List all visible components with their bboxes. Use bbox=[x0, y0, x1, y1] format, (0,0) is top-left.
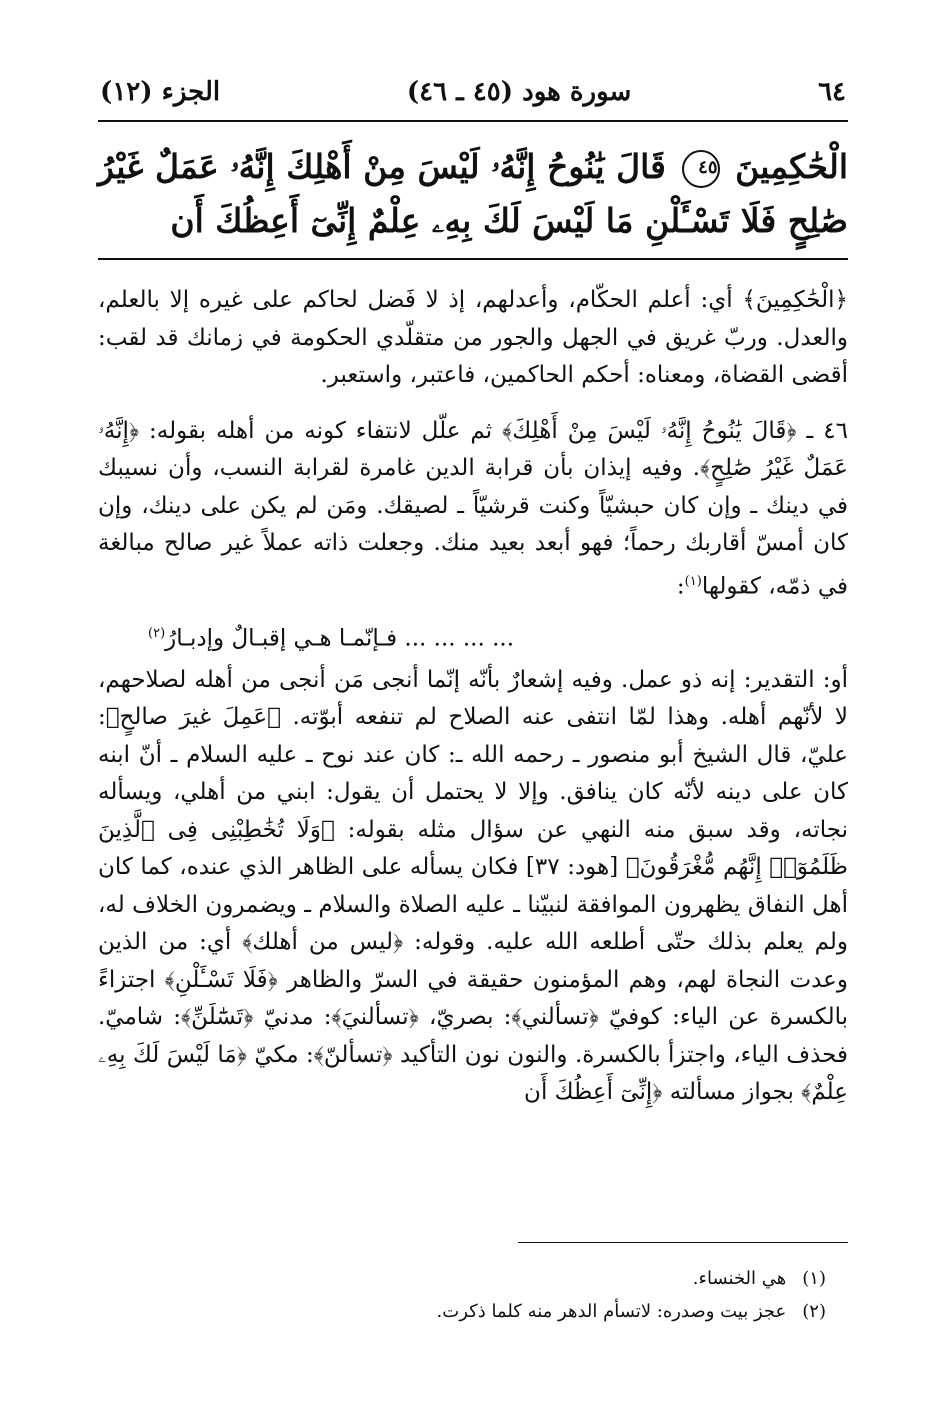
juz-label: الجزء (١٢) bbox=[100, 77, 221, 107]
verse-number-marker: ٤٥ bbox=[682, 150, 720, 188]
footnote-1 bbox=[98, 1262, 826, 1295]
verse-separator-rule bbox=[98, 258, 848, 260]
paragraph-gap bbox=[98, 395, 848, 413]
footnote-1-text: هي الخنساء. bbox=[692, 1268, 787, 1289]
footnotes bbox=[98, 1262, 826, 1328]
verse-text-start: الْحَٰكِمِينَ bbox=[735, 147, 849, 186]
commentary-paragraph-3-text: أو: التقدير: إنه ذو عمل. وفيه إشعارٌ بأنّه إنّما أنجى مَن أنجى من أهله لصلاحهم، لا لأنّهم أهله. وهذا لمّا انتفى عنه الصلاح لم تنفعه أبوّته. ﴿عَمِلَ غيرَ صالحٍ﴾: عليّ، قال الشيخ أبو منصور ـ رحمه الله ـ: كان عند نوح ـ عليه السلام ـ أنّ ابنه كان على دينه لأنّه كان ينافق. وإلا لا يحتمل أن يقول: ابني من أهلي، ويسأله نجاته، وقد سبق منه النهي عن سؤال مثله بقوله: ﴿وَلَا تُخَٰطِبْنِى فِى ٱلَّذِينَ ظَلَمُوٓا۟ إِنَّهُم مُّغْرَقُونَ﴾ [هود: ٣٧] فكان يسأله على الظاهر الذي عنده، كما كان أهل النفاق يظهرون الموافقة لنبيّنا ـ عليه الصلاة والسلام ـ ويضمرون الخلاف له، ولم يعلم بذلك حتّى أطلعه الله عليه. وقوله: ﴿ليس من أهلك﴾ أي: من الذين وعدت النجاة لهم، وهم المؤمنون حقيقة في السرّ والظاهر ﴿فَلَا تَسْـَٔلْنِ﴾ اجتزاءً بالكسرة عن الياء: كوفيّ ﴿تسألني﴾: بصريّ، ﴿تسألنيَ﴾: مدنيّ ﴿تَسَٰٓلَنِّ﴾: شاميّ. فحذف الياء، واجتزأ بالكسرة. والنون نون التأكيد ﴿تسألنّ﴾: مكيّ ﴿مَا لَيْسَ لَكَ بِهِۦ عِلْمٌ﴾ بجواز مسألته ﴿إِنِّىٓ أَعِظُكَ أَن bbox=[98, 666, 848, 1106]
commentary-paragraph-1-text: ﴿الْحَٰكِمِينَ﴾ أي: أعلم الحكّام، وأعدلهم، إذ لا فَضل لحاكم على غيره إلا بالعلم، والعدل. وربّ غريق في الجهل والجور من متقلّدي الحكومة في زمانك قد لقب: أقضى القضاة، ومعناه: أحكم الحاكمين، فاعتبر، واستعبر. bbox=[98, 287, 848, 388]
surah-title: سورة هود (٤٥ ـ ٤٦) bbox=[406, 77, 632, 107]
footnote-rule bbox=[518, 1242, 848, 1243]
commentary-paragraph-1 bbox=[98, 282, 848, 395]
commentary-paragraph-3 bbox=[98, 662, 848, 1112]
running-header bbox=[100, 68, 846, 116]
footnote-2-text: عجز بيت وصدره: لاتسأم الدهر منه كلما ذكرت. bbox=[436, 1301, 787, 1322]
page-number: ٦٤ bbox=[818, 77, 846, 107]
footnote-1-number: (١) bbox=[802, 1268, 826, 1289]
commentary-body bbox=[98, 282, 848, 1112]
footnote-2-number: (٢) bbox=[802, 1301, 826, 1322]
footnote-ref-2: (٢) bbox=[148, 625, 166, 641]
commentary-paragraph-2-end: : bbox=[676, 573, 685, 600]
commentary-paragraph-2 bbox=[98, 413, 848, 606]
verse-text-main: قَالَ يَٰنُوحُ إِنَّهُۥ لَيْسَ مِنْ أَهْلِكَ إِنَّهُۥ عَمَلٌ غَيْرُ صَٰلِحٍ فَلَا تَسْـَٔلْنِ مَا لَيْسَ لَكَ بِهِۦ عِلْمٌ إِنِّىٓ أَعِظُكَ أَن bbox=[98, 147, 848, 240]
poem-text: ... ... ... ... فـإنّمـا هـي إقبـالٌ وإدبـارُ bbox=[165, 625, 515, 652]
poem-line bbox=[98, 606, 848, 662]
header-rule bbox=[98, 120, 848, 122]
quran-verse-block bbox=[98, 140, 848, 248]
footnote-2 bbox=[98, 1295, 826, 1328]
commentary-paragraph-2-text: ٤٦ ـ ﴿قَالَ يَٰنُوحُ إِنَّهُۥ لَيْسَ مِنْ أَهْلِكَ﴾ ثم علّل لانتفاء كونه من أهله بقوله: ﴿إِنَّهُۥ عَمَلٌ غَيْرُ صَٰلِحٍ﴾. وفيه إيذان بأن قرابة الدين غامرة لقرابة النسب، وأن نسيبك في دينك ـ وإن كان حبشيّاً وكنت قرشيّاً ـ لصيقك. ومَن لم يكن على دينك، وإن كان أمسّ أقاربك رحماً؛ فهو أبعد بعيد منك. وجعلت ذاته عملاً غير صالح مبالغة في ذمّه، كقولها bbox=[98, 417, 848, 600]
footnote-ref-1: (١) bbox=[684, 573, 702, 589]
